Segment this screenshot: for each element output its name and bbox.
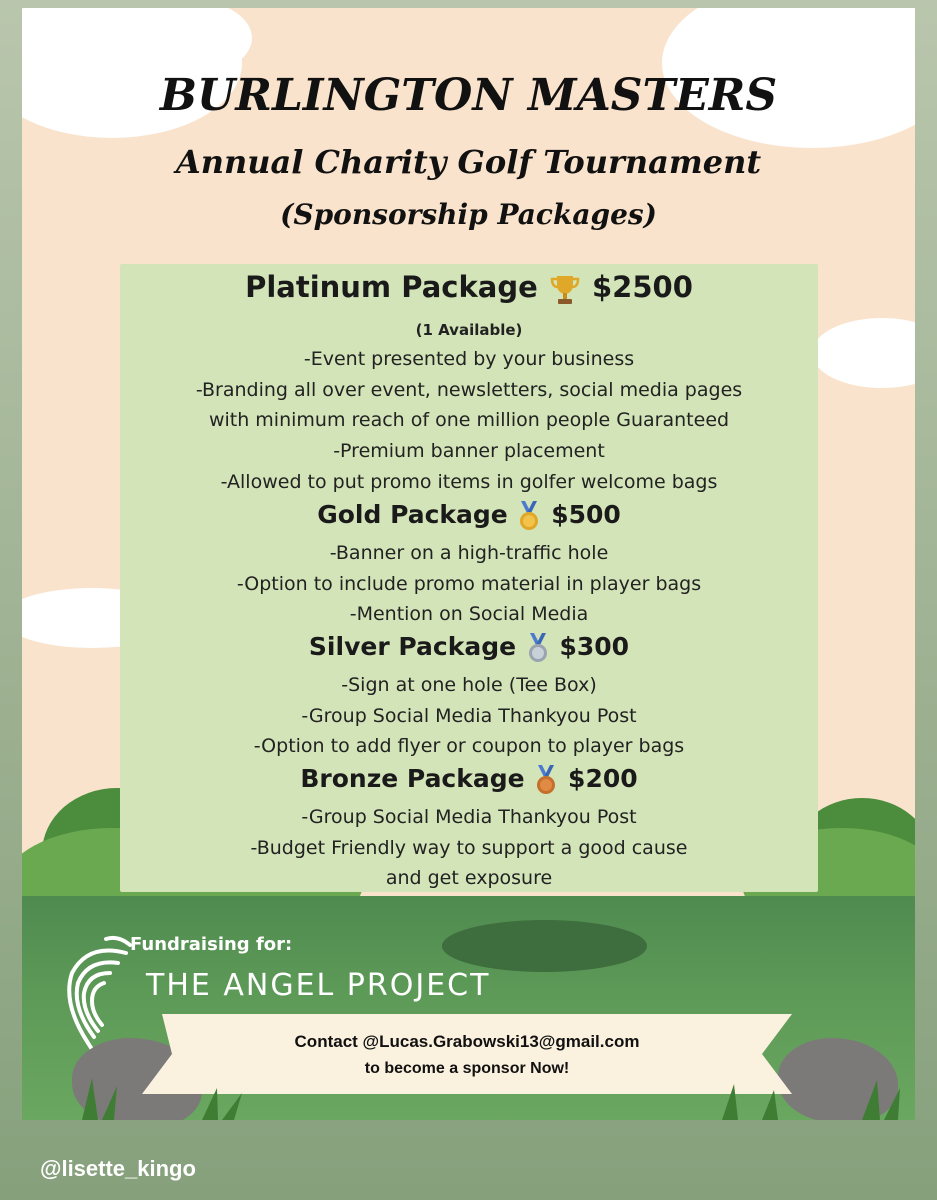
gold-package-name: Gold Package bbox=[317, 500, 508, 529]
platinum-item: -Branding all over event, newsletters, social media pages bbox=[195, 379, 743, 401]
gold-medal-icon bbox=[516, 501, 542, 531]
platinum-item: with minimum reach of one million people Guaranteed bbox=[208, 409, 730, 431]
gold-item: -Mention on Social Media bbox=[349, 603, 589, 625]
platinum-package-price: $2500 bbox=[592, 270, 693, 304]
platinum-item: -Event presented by your business bbox=[303, 348, 635, 370]
silver-package-price: $300 bbox=[559, 632, 630, 661]
username-tag[interactable]: @lisette_kingo bbox=[40, 1156, 196, 1181]
bronze-package-title bbox=[120, 764, 818, 795]
platinum-item: -Allowed to put promo items in golfer welcome bags bbox=[220, 471, 718, 493]
grass-tufts bbox=[22, 1068, 915, 1120]
bronze-item: -Budget Friendly way to support a good cause bbox=[250, 837, 688, 859]
silver-item: -Sign at one hole (Tee Box) bbox=[341, 674, 597, 696]
gold-item: -Option to include promo material in player bags bbox=[236, 573, 702, 595]
bronze-package-name: Bronze Package bbox=[300, 764, 525, 793]
platinum-availability: (1 Available) bbox=[415, 321, 523, 339]
silver-item: -Option to add flyer or coupon to player bags bbox=[253, 735, 685, 757]
cloud-right bbox=[812, 318, 915, 388]
silver-item: -Group Social Media Thankyou Post bbox=[301, 705, 637, 727]
packages-card bbox=[120, 264, 818, 892]
contact-email[interactable]: Contact @Lucas.Grabowski13@gmail.com bbox=[294, 1032, 640, 1051]
gold-package-price: $500 bbox=[551, 500, 621, 529]
bronze-item: and get exposure bbox=[385, 867, 553, 889]
fundraising-label: Fundraising for: bbox=[130, 934, 293, 955]
gold-package-title bbox=[120, 500, 818, 531]
poster-tagline: (Sponsorship Packages) bbox=[280, 198, 657, 231]
bronze-item: -Group Social Media Thankyou Post bbox=[301, 806, 637, 828]
gold-item: -Banner on a high-traffic hole bbox=[329, 542, 609, 564]
platinum-item: -Premium banner placement bbox=[333, 440, 605, 462]
contact-cta: to become a sponsor Now! bbox=[364, 1060, 570, 1077]
bronze-package-price: $200 bbox=[568, 764, 638, 793]
trophy-icon bbox=[548, 272, 582, 306]
silver-package-name: Silver Package bbox=[308, 632, 517, 661]
platinum-package-name: Platinum Package bbox=[245, 270, 538, 304]
bronze-medal-icon bbox=[533, 765, 559, 795]
organization-name: THE ANGEL PROJECT bbox=[146, 968, 491, 1003]
silver-package-title bbox=[120, 632, 818, 663]
sponsorship-poster bbox=[22, 8, 915, 1120]
platinum-package-title bbox=[120, 270, 818, 306]
silver-medal-icon bbox=[525, 633, 551, 663]
poster-title: BURLINGTON MASTERS bbox=[159, 70, 778, 121]
poster-subtitle: Annual Charity Golf Tournament bbox=[175, 143, 762, 181]
golf-hole bbox=[442, 920, 647, 972]
